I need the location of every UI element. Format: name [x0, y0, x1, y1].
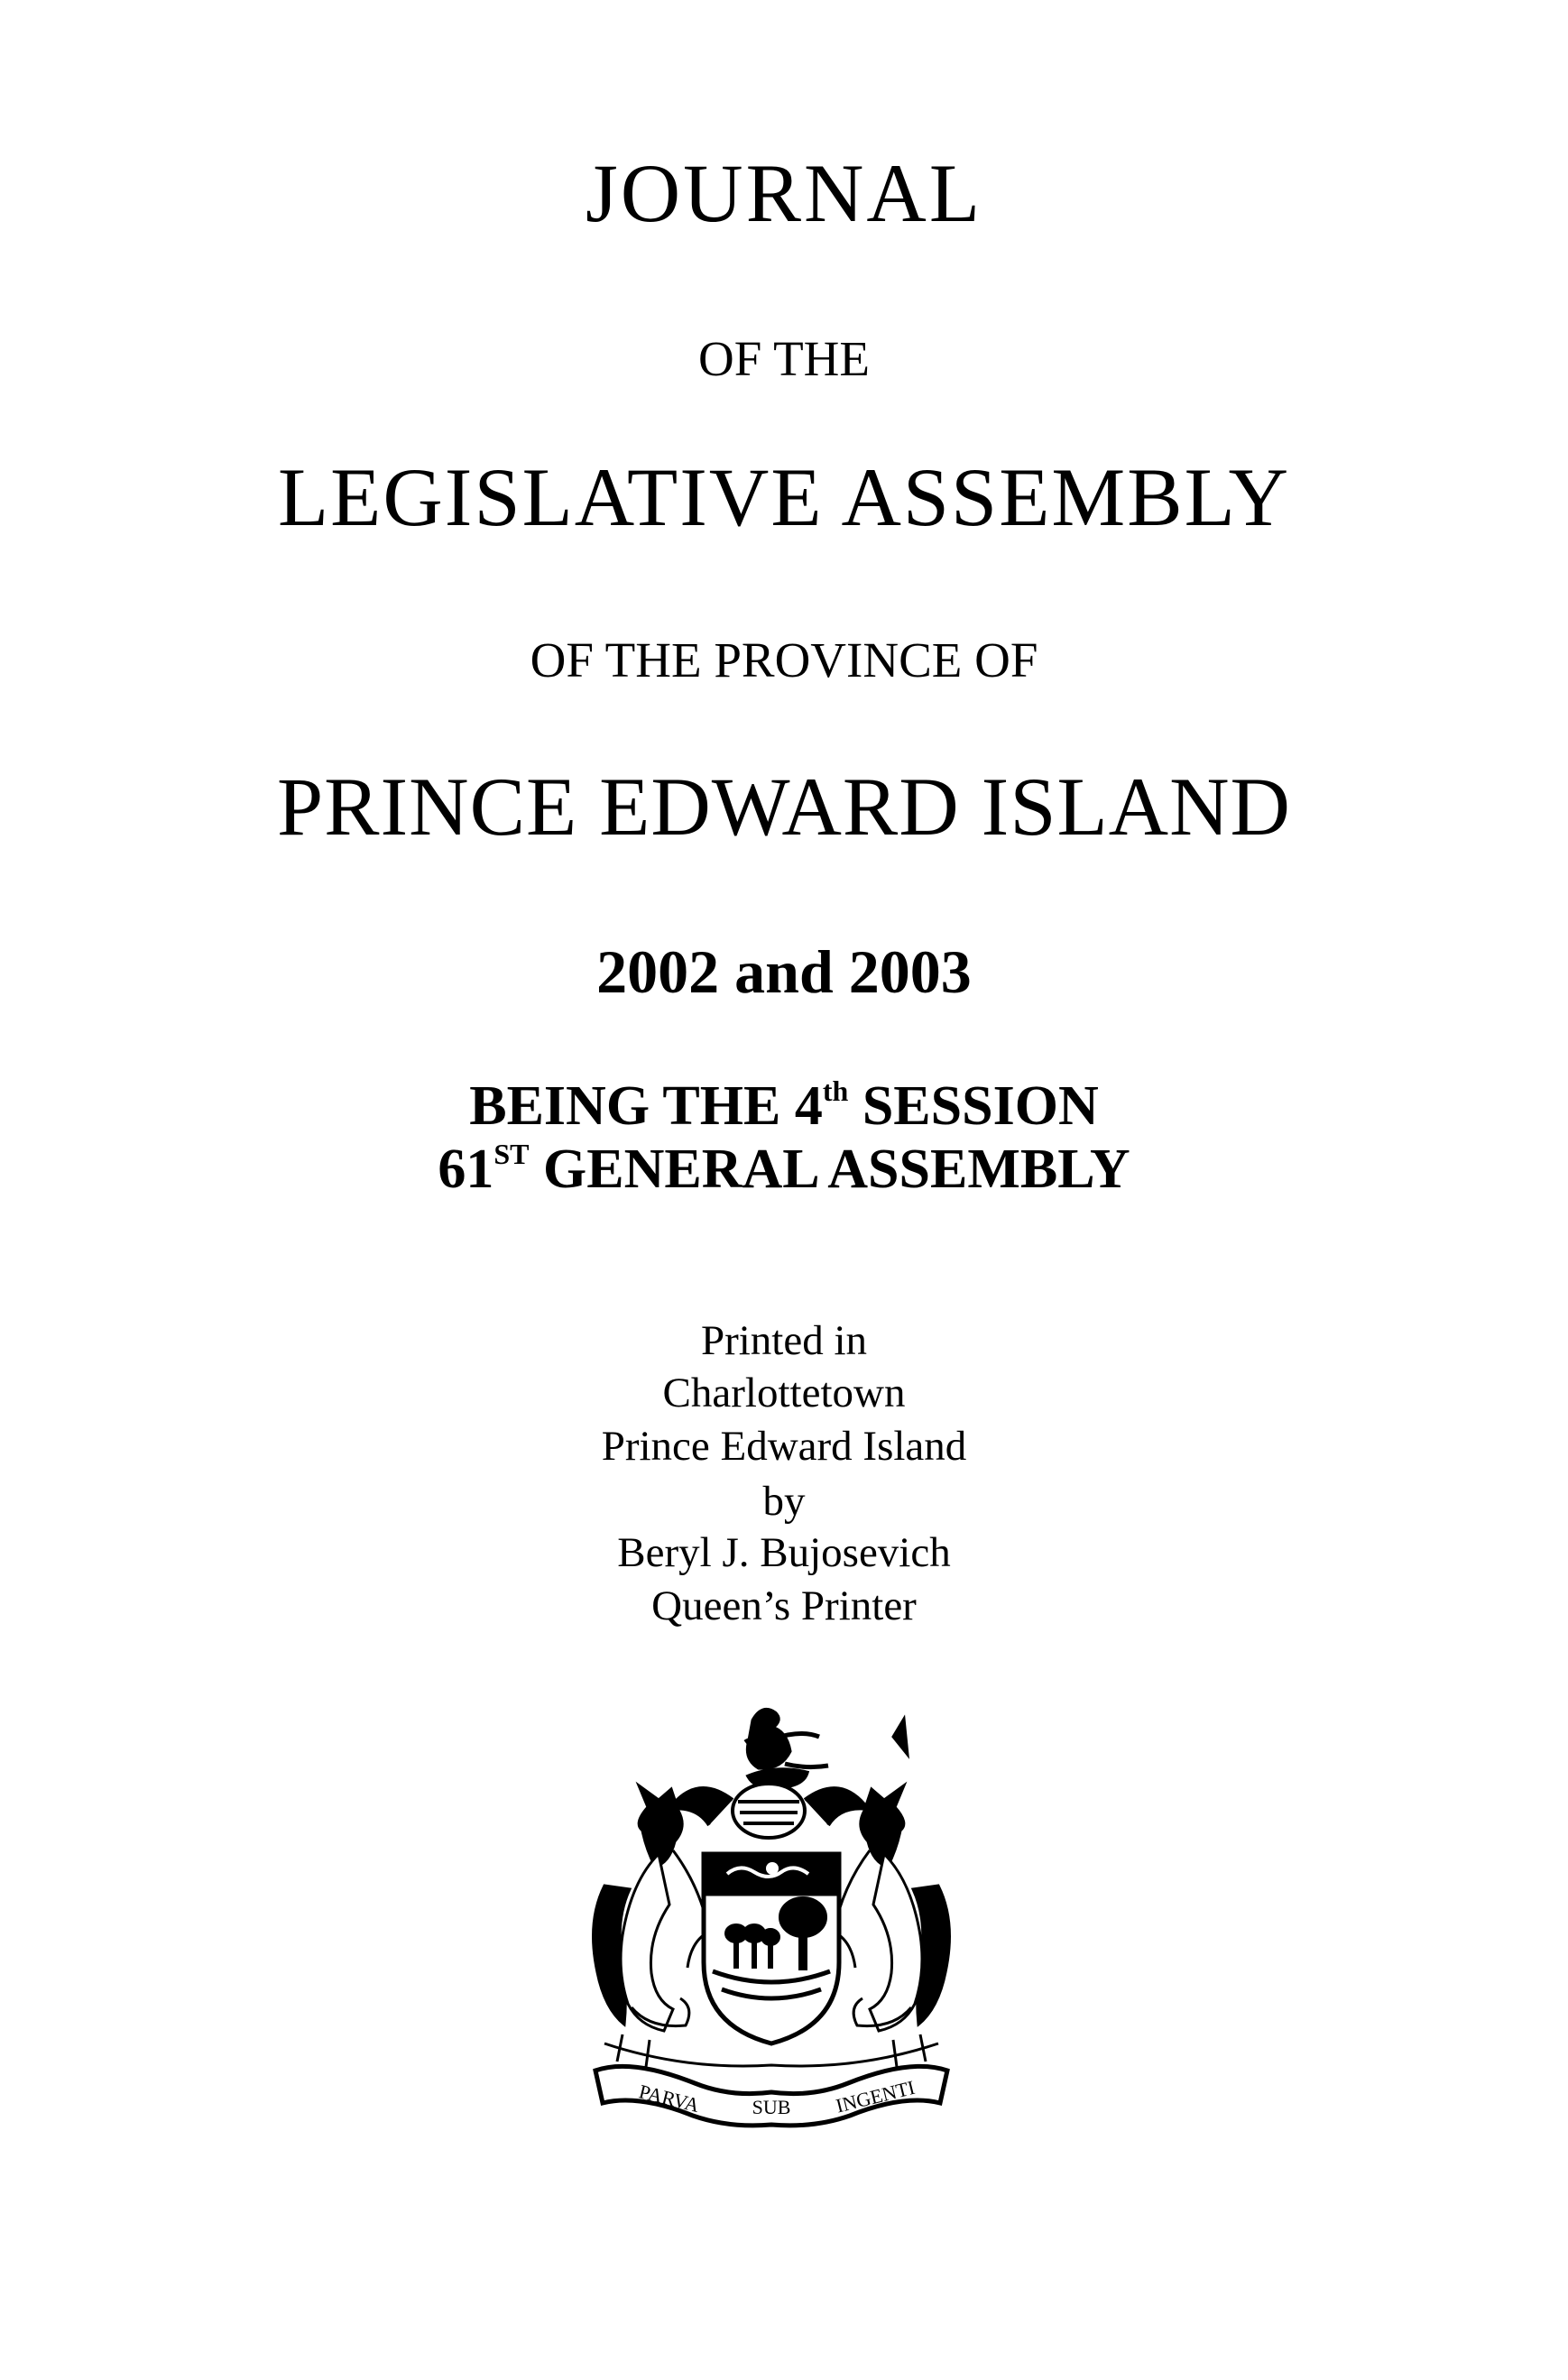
of-the-province-text: OF THE PROVINCE OF — [530, 632, 1038, 687]
motto-right-text: INGENTI — [833, 2075, 918, 2117]
session-line — [0, 1075, 1568, 1137]
province-title: PRINCE EDWARD ISLAND — [277, 761, 1291, 853]
assembly-ordinal-suffix: ST — [493, 1138, 530, 1170]
motto-scroll — [595, 2066, 947, 2126]
general-assembly-line — [0, 1138, 1568, 1200]
journal-title: JOURNAL — [585, 147, 983, 239]
session-years: 2002 and 2003 — [596, 937, 972, 1006]
blue-jay-crest-icon — [745, 1710, 828, 1787]
right-fox-supporter-icon — [834, 1719, 950, 2031]
session-ordinal-suffix: th — [822, 1075, 849, 1107]
motto-center-text: SUB — [752, 2096, 791, 2118]
of-the-text: OF THE — [698, 331, 870, 386]
coat-of-arms-crest — [568, 1701, 974, 2134]
printer-title: Queen’s Printer — [651, 1582, 917, 1629]
printed-in-line: Printed in — [700, 1317, 868, 1364]
assembly-rest: GENERAL ASSEMBLY — [529, 1139, 1130, 1200]
printer-name: Beryl J. Bujosevich — [617, 1529, 951, 1576]
session-prefix: BEING THE 4 — [469, 1075, 823, 1137]
assembly-prefix: 61 — [438, 1139, 494, 1200]
helmet-icon — [669, 1784, 868, 1838]
by-line: by — [762, 1478, 806, 1525]
motto-left-text: PARVA — [636, 2080, 702, 2117]
legislative-assembly-title: LEGISLATIVE ASSEMBLY — [277, 451, 1291, 543]
city-line: Charlottetown — [662, 1370, 906, 1416]
session-rest: SESSION — [848, 1075, 1099, 1137]
province-line: Prince Edward Island — [601, 1423, 967, 1470]
shield-icon — [704, 1854, 839, 2043]
left-fox-supporter-icon — [594, 1785, 710, 2031]
